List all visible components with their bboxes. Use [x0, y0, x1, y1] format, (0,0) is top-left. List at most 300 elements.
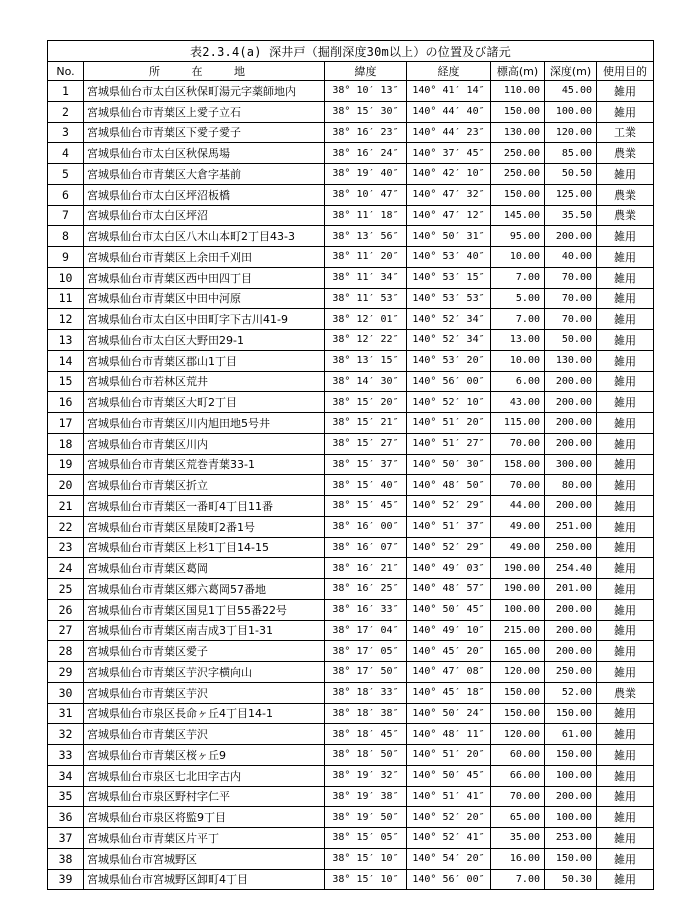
cell-longitude: 140° 52′ 29″ [407, 496, 491, 517]
cell-elevation: 250.00 [491, 143, 545, 164]
cell-purpose: 雑用 [597, 164, 654, 185]
cell-depth: 200.00 [545, 786, 597, 807]
cell-depth: 250.00 [545, 537, 597, 558]
header-depth: 深度(m) [545, 62, 597, 81]
cell-address: 宮城県仙台市青葉区上余田千刈田 [84, 247, 325, 268]
cell-address: 宮城県仙台市青葉区一番町4丁目11番 [84, 496, 325, 517]
cell-purpose: 雑用 [597, 330, 654, 351]
cell-address: 宮城県仙台市青葉区荒巻青葉33-1 [84, 454, 325, 475]
cell-latitude: 38° 16′ 00″ [325, 516, 407, 537]
cell-depth: 300.00 [545, 454, 597, 475]
cell-elevation: 145.00 [491, 205, 545, 226]
cell-no: 16 [48, 392, 84, 413]
cell-no: 14 [48, 350, 84, 371]
table-row [48, 620, 654, 641]
cell-longitude: 140° 48′ 11″ [407, 724, 491, 745]
table-row [48, 288, 654, 309]
cell-longitude: 140° 51′ 20″ [407, 745, 491, 766]
cell-no: 28 [48, 641, 84, 662]
cell-latitude: 38° 15′ 30″ [325, 101, 407, 122]
cell-latitude: 38° 15′ 10″ [325, 848, 407, 869]
cell-purpose: 雑用 [597, 703, 654, 724]
cell-latitude: 38° 16′ 24″ [325, 143, 407, 164]
cell-purpose: 雑用 [597, 288, 654, 309]
table-row [48, 703, 654, 724]
cell-elevation: 158.00 [491, 454, 545, 475]
cell-elevation: 49.00 [491, 537, 545, 558]
title-row [48, 41, 654, 62]
cell-latitude: 38° 18′ 50″ [325, 745, 407, 766]
cell-latitude: 38° 10′ 47″ [325, 184, 407, 205]
cell-depth: 200.00 [545, 599, 597, 620]
cell-depth: 61.00 [545, 724, 597, 745]
cell-elevation: 190.00 [491, 558, 545, 579]
cell-latitude: 38° 13′ 15″ [325, 350, 407, 371]
cell-address: 宮城県仙台市宮城野区卸町4丁目 [84, 869, 325, 890]
document-page [47, 40, 653, 890]
cell-address: 宮城県仙台市青葉区中田中河原 [84, 288, 325, 309]
cell-longitude: 140° 56′ 00″ [407, 371, 491, 392]
cell-purpose: 雑用 [597, 786, 654, 807]
cell-purpose: 雑用 [597, 81, 654, 102]
cell-purpose: 農業 [597, 143, 654, 164]
cell-latitude: 38° 16′ 07″ [325, 537, 407, 558]
cell-latitude: 38° 12′ 01″ [325, 309, 407, 330]
cell-longitude: 140° 45′ 20″ [407, 641, 491, 662]
cell-no: 20 [48, 475, 84, 496]
cell-depth: 130.00 [545, 350, 597, 371]
cell-address: 宮城県仙台市青葉区折立 [84, 475, 325, 496]
table-body [48, 81, 654, 890]
cell-address: 宮城県仙台市青葉区芋沢 [84, 682, 325, 703]
header-latitude: 緯度 [325, 62, 407, 81]
cell-address: 宮城県仙台市青葉区桜ヶ丘9 [84, 745, 325, 766]
cell-no: 1 [48, 81, 84, 102]
cell-latitude: 38° 11′ 53″ [325, 288, 407, 309]
cell-purpose: 農業 [597, 184, 654, 205]
table-row [48, 807, 654, 828]
cell-address: 宮城県仙台市泉区野村字仁平 [84, 786, 325, 807]
cell-purpose: 雑用 [597, 226, 654, 247]
cell-purpose: 雑用 [597, 765, 654, 786]
cell-no: 38 [48, 848, 84, 869]
cell-elevation: 70.00 [491, 786, 545, 807]
cell-elevation: 7.00 [491, 309, 545, 330]
cell-purpose: 雑用 [597, 537, 654, 558]
cell-elevation: 110.00 [491, 81, 545, 102]
cell-address: 宮城県仙台市青葉区下愛子愛子 [84, 122, 325, 143]
cell-address: 宮城県仙台市青葉区葛岡 [84, 558, 325, 579]
cell-address: 宮城県仙台市青葉区片平丁 [84, 828, 325, 849]
cell-latitude: 38° 15′ 37″ [325, 454, 407, 475]
cell-depth: 35.50 [545, 205, 597, 226]
cell-elevation: 120.00 [491, 724, 545, 745]
cell-latitude: 38° 11′ 34″ [325, 267, 407, 288]
table-row [48, 848, 654, 869]
cell-elevation: 49.00 [491, 516, 545, 537]
cell-address: 宮城県仙台市泉区長命ヶ丘4丁目14-1 [84, 703, 325, 724]
cell-no: 13 [48, 330, 84, 351]
cell-longitude: 140° 47′ 12″ [407, 205, 491, 226]
cell-no: 10 [48, 267, 84, 288]
table-row [48, 828, 654, 849]
table-row [48, 475, 654, 496]
cell-latitude: 38° 14′ 30″ [325, 371, 407, 392]
cell-purpose: 雑用 [597, 807, 654, 828]
cell-elevation: 165.00 [491, 641, 545, 662]
cell-longitude: 140° 49′ 03″ [407, 558, 491, 579]
cell-address: 宮城県仙台市若林区荒井 [84, 371, 325, 392]
cell-longitude: 140° 53′ 20″ [407, 350, 491, 371]
cell-purpose: 雑用 [597, 579, 654, 600]
cell-address: 宮城県仙台市太白区秋保馬場 [84, 143, 325, 164]
cell-elevation: 70.00 [491, 433, 545, 454]
table-row [48, 101, 654, 122]
cell-purpose: 雑用 [597, 620, 654, 641]
cell-latitude: 38° 15′ 05″ [325, 828, 407, 849]
cell-depth: 200.00 [545, 392, 597, 413]
cell-depth: 50.30 [545, 869, 597, 890]
cell-no: 39 [48, 869, 84, 890]
cell-longitude: 140° 42′ 10″ [407, 164, 491, 185]
cell-address: 宮城県仙台市青葉区愛子 [84, 641, 325, 662]
cell-no: 17 [48, 413, 84, 434]
table-row [48, 516, 654, 537]
cell-latitude: 38° 15′ 45″ [325, 496, 407, 517]
cell-latitude: 38° 16′ 25″ [325, 579, 407, 600]
cell-purpose: 雑用 [597, 745, 654, 766]
cell-elevation: 70.00 [491, 475, 545, 496]
cell-address: 宮城県仙台市太白区坪沼板橋 [84, 184, 325, 205]
cell-depth: 150.00 [545, 703, 597, 724]
cell-no: 37 [48, 828, 84, 849]
cell-longitude: 140° 48′ 57″ [407, 579, 491, 600]
header-elevation: 標高(m) [491, 62, 545, 81]
cell-address: 宮城県仙台市青葉区星陵町2番1号 [84, 516, 325, 537]
cell-address: 宮城県仙台市青葉区芋沢字横向山 [84, 662, 325, 683]
cell-latitude: 38° 19′ 40″ [325, 164, 407, 185]
cell-purpose: 雑用 [597, 869, 654, 890]
cell-longitude: 140° 47′ 08″ [407, 662, 491, 683]
table-row [48, 454, 654, 475]
cell-depth: 70.00 [545, 309, 597, 330]
cell-no: 31 [48, 703, 84, 724]
cell-longitude: 140° 44′ 40″ [407, 101, 491, 122]
cell-latitude: 38° 10′ 13″ [325, 81, 407, 102]
cell-longitude: 140° 54′ 20″ [407, 848, 491, 869]
cell-no: 19 [48, 454, 84, 475]
cell-depth: 100.00 [545, 765, 597, 786]
cell-no: 25 [48, 579, 84, 600]
cell-latitude: 38° 15′ 27″ [325, 433, 407, 454]
cell-elevation: 60.00 [491, 745, 545, 766]
cell-purpose: 雑用 [597, 371, 654, 392]
cell-no: 23 [48, 537, 84, 558]
cell-elevation: 35.00 [491, 828, 545, 849]
cell-longitude: 140° 52′ 34″ [407, 330, 491, 351]
cell-latitude: 38° 17′ 04″ [325, 620, 407, 641]
table-row [48, 164, 654, 185]
cell-no: 35 [48, 786, 84, 807]
cell-latitude: 38° 19′ 38″ [325, 786, 407, 807]
cell-depth: 100.00 [545, 807, 597, 828]
cell-longitude: 140° 44′ 23″ [407, 122, 491, 143]
cell-elevation: 5.00 [491, 288, 545, 309]
cell-purpose: 雑用 [597, 247, 654, 268]
cell-depth: 200.00 [545, 620, 597, 641]
cell-longitude: 140° 52′ 10″ [407, 392, 491, 413]
cell-latitude: 38° 19′ 32″ [325, 765, 407, 786]
table-row [48, 184, 654, 205]
cell-purpose: 雑用 [597, 516, 654, 537]
cell-depth: 70.00 [545, 267, 597, 288]
cell-elevation: 65.00 [491, 807, 545, 828]
header-purpose: 使用目的 [597, 62, 654, 81]
cell-address: 宮城県仙台市太白区秋保町湯元字薬師地内 [84, 81, 325, 102]
cell-longitude: 140° 53′ 15″ [407, 267, 491, 288]
cell-depth: 150.00 [545, 848, 597, 869]
cell-depth: 85.00 [545, 143, 597, 164]
cell-address: 宮城県仙台市青葉区川内 [84, 433, 325, 454]
cell-latitude: 38° 11′ 18″ [325, 205, 407, 226]
cell-address: 宮城県仙台市泉区七北田字古内 [84, 765, 325, 786]
cell-longitude: 140° 50′ 24″ [407, 703, 491, 724]
cell-purpose: 農業 [597, 205, 654, 226]
table-row [48, 267, 654, 288]
cell-elevation: 150.00 [491, 101, 545, 122]
cell-depth: 200.00 [545, 433, 597, 454]
cell-no: 21 [48, 496, 84, 517]
cell-elevation: 115.00 [491, 413, 545, 434]
cell-depth: 50.00 [545, 330, 597, 351]
cell-longitude: 140° 51′ 20″ [407, 413, 491, 434]
cell-no: 3 [48, 122, 84, 143]
cell-no: 34 [48, 765, 84, 786]
table-row [48, 869, 654, 890]
cell-no: 36 [48, 807, 84, 828]
cell-elevation: 10.00 [491, 350, 545, 371]
table-row [48, 765, 654, 786]
cell-no: 33 [48, 745, 84, 766]
cell-latitude: 38° 16′ 33″ [325, 599, 407, 620]
cell-no: 30 [48, 682, 84, 703]
cell-depth: 45.00 [545, 81, 597, 102]
cell-depth: 200.00 [545, 413, 597, 434]
cell-address: 宮城県仙台市青葉区南吉成3丁目1-31 [84, 620, 325, 641]
cell-no: 7 [48, 205, 84, 226]
cell-elevation: 215.00 [491, 620, 545, 641]
cell-depth: 200.00 [545, 641, 597, 662]
cell-depth: 200.00 [545, 496, 597, 517]
cell-latitude: 38° 12′ 22″ [325, 330, 407, 351]
cell-elevation: 16.00 [491, 848, 545, 869]
cell-elevation: 150.00 [491, 184, 545, 205]
cell-latitude: 38° 17′ 50″ [325, 662, 407, 683]
cell-longitude: 140° 51′ 41″ [407, 786, 491, 807]
cell-address: 宮城県仙台市泉区将監9丁目 [84, 807, 325, 828]
cell-depth: 150.00 [545, 745, 597, 766]
cell-purpose: 雑用 [597, 267, 654, 288]
cell-address: 宮城県仙台市青葉区郡山1丁目 [84, 350, 325, 371]
cell-elevation: 100.00 [491, 599, 545, 620]
cell-latitude: 38° 19′ 50″ [325, 807, 407, 828]
cell-latitude: 38° 18′ 45″ [325, 724, 407, 745]
table-row [48, 433, 654, 454]
cell-elevation: 66.00 [491, 765, 545, 786]
cell-purpose: 雑用 [597, 350, 654, 371]
cell-address: 宮城県仙台市青葉区大倉字基前 [84, 164, 325, 185]
cell-longitude: 140° 49′ 10″ [407, 620, 491, 641]
cell-depth: 201.00 [545, 579, 597, 600]
cell-depth: 200.00 [545, 226, 597, 247]
cell-depth: 80.00 [545, 475, 597, 496]
table-row [48, 226, 654, 247]
cell-purpose: 雑用 [597, 828, 654, 849]
table-row [48, 122, 654, 143]
cell-purpose: 雑用 [597, 848, 654, 869]
cell-no: 6 [48, 184, 84, 205]
cell-purpose: 農業 [597, 682, 654, 703]
cell-longitude: 140° 52′ 34″ [407, 309, 491, 330]
table-row [48, 641, 654, 662]
cell-depth: 70.00 [545, 288, 597, 309]
header-longitude: 経度 [407, 62, 491, 81]
cell-longitude: 140° 56′ 00″ [407, 869, 491, 890]
cell-longitude: 140° 50′ 31″ [407, 226, 491, 247]
cell-depth: 251.00 [545, 516, 597, 537]
cell-latitude: 38° 18′ 38″ [325, 703, 407, 724]
table-row [48, 413, 654, 434]
table-row [48, 558, 654, 579]
cell-longitude: 140° 50′ 45″ [407, 765, 491, 786]
table-row [48, 330, 654, 351]
cell-depth: 250.00 [545, 662, 597, 683]
cell-longitude: 140° 53′ 53″ [407, 288, 491, 309]
cell-elevation: 7.00 [491, 267, 545, 288]
cell-purpose: 雑用 [597, 413, 654, 434]
cell-purpose: 雑用 [597, 309, 654, 330]
table-row [48, 682, 654, 703]
cell-latitude: 38° 17′ 05″ [325, 641, 407, 662]
cell-purpose: 雑用 [597, 475, 654, 496]
header-row [48, 62, 654, 81]
table-row [48, 143, 654, 164]
cell-no: 11 [48, 288, 84, 309]
cell-no: 8 [48, 226, 84, 247]
cell-depth: 254.40 [545, 558, 597, 579]
cell-longitude: 140° 48′ 50″ [407, 475, 491, 496]
cell-latitude: 38° 11′ 20″ [325, 247, 407, 268]
cell-longitude: 140° 50′ 45″ [407, 599, 491, 620]
cell-purpose: 雑用 [597, 662, 654, 683]
cell-longitude: 140° 41′ 14″ [407, 81, 491, 102]
cell-no: 26 [48, 599, 84, 620]
cell-longitude: 140° 45′ 18″ [407, 682, 491, 703]
cell-longitude: 140° 47′ 32″ [407, 184, 491, 205]
table-row [48, 392, 654, 413]
cell-longitude: 140° 53′ 40″ [407, 247, 491, 268]
cell-latitude: 38° 15′ 21″ [325, 413, 407, 434]
cell-purpose: 雑用 [597, 599, 654, 620]
cell-address: 宮城県仙台市宮城野区 [84, 848, 325, 869]
table-row [48, 724, 654, 745]
cell-depth: 52.00 [545, 682, 597, 703]
cell-elevation: 7.00 [491, 869, 545, 890]
cell-no: 18 [48, 433, 84, 454]
cell-elevation: 190.00 [491, 579, 545, 600]
cell-no: 12 [48, 309, 84, 330]
cell-address: 宮城県仙台市青葉区上愛子立石 [84, 101, 325, 122]
cell-address: 宮城県仙台市青葉区川内旭田地5号井 [84, 413, 325, 434]
table-row [48, 350, 654, 371]
cell-depth: 253.00 [545, 828, 597, 849]
cell-latitude: 38° 15′ 40″ [325, 475, 407, 496]
cell-no: 24 [48, 558, 84, 579]
cell-purpose: 雑用 [597, 454, 654, 475]
cell-elevation: 130.00 [491, 122, 545, 143]
cell-no: 22 [48, 516, 84, 537]
cell-depth: 125.00 [545, 184, 597, 205]
cell-depth: 50.50 [545, 164, 597, 185]
cell-address: 宮城県仙台市青葉区国見1丁目55番22号 [84, 599, 325, 620]
table-row [48, 786, 654, 807]
cell-longitude: 140° 50′ 30″ [407, 454, 491, 475]
cell-elevation: 150.00 [491, 682, 545, 703]
cell-elevation: 150.00 [491, 703, 545, 724]
cell-elevation: 13.00 [491, 330, 545, 351]
cell-elevation: 120.00 [491, 662, 545, 683]
table-row [48, 371, 654, 392]
cell-address: 宮城県仙台市青葉区芋沢 [84, 724, 325, 745]
header-no: No. [48, 62, 84, 81]
cell-depth: 200.00 [545, 371, 597, 392]
cell-longitude: 140° 52′ 41″ [407, 828, 491, 849]
cell-purpose: 雑用 [597, 101, 654, 122]
table-row [48, 579, 654, 600]
cell-address: 宮城県仙台市太白区坪沼 [84, 205, 325, 226]
cell-purpose: 雑用 [597, 392, 654, 413]
cell-purpose: 雑用 [597, 433, 654, 454]
cell-purpose: 工業 [597, 122, 654, 143]
cell-elevation: 250.00 [491, 164, 545, 185]
cell-purpose: 雑用 [597, 558, 654, 579]
table-row [48, 537, 654, 558]
table-row [48, 496, 654, 517]
cell-latitude: 38° 18′ 33″ [325, 682, 407, 703]
cell-purpose: 雑用 [597, 496, 654, 517]
cell-address: 宮城県仙台市太白区大野田29-1 [84, 330, 325, 351]
cell-depth: 40.00 [545, 247, 597, 268]
cell-latitude: 38° 13′ 56″ [325, 226, 407, 247]
table-row [48, 745, 654, 766]
table-row [48, 247, 654, 268]
cell-purpose: 雑用 [597, 724, 654, 745]
cell-longitude: 140° 52′ 20″ [407, 807, 491, 828]
cell-elevation: 6.00 [491, 371, 545, 392]
cell-no: 27 [48, 620, 84, 641]
cell-latitude: 38° 16′ 23″ [325, 122, 407, 143]
cell-no: 15 [48, 371, 84, 392]
cell-elevation: 95.00 [491, 226, 545, 247]
cell-purpose: 雑用 [597, 641, 654, 662]
cell-address: 宮城県仙台市太白区八木山本町2丁目43-3 [84, 226, 325, 247]
deep-well-table [47, 40, 654, 890]
cell-longitude: 140° 52′ 29″ [407, 537, 491, 558]
cell-latitude: 38° 16′ 21″ [325, 558, 407, 579]
cell-no: 29 [48, 662, 84, 683]
cell-depth: 100.00 [545, 101, 597, 122]
cell-latitude: 38° 15′ 10″ [325, 869, 407, 890]
